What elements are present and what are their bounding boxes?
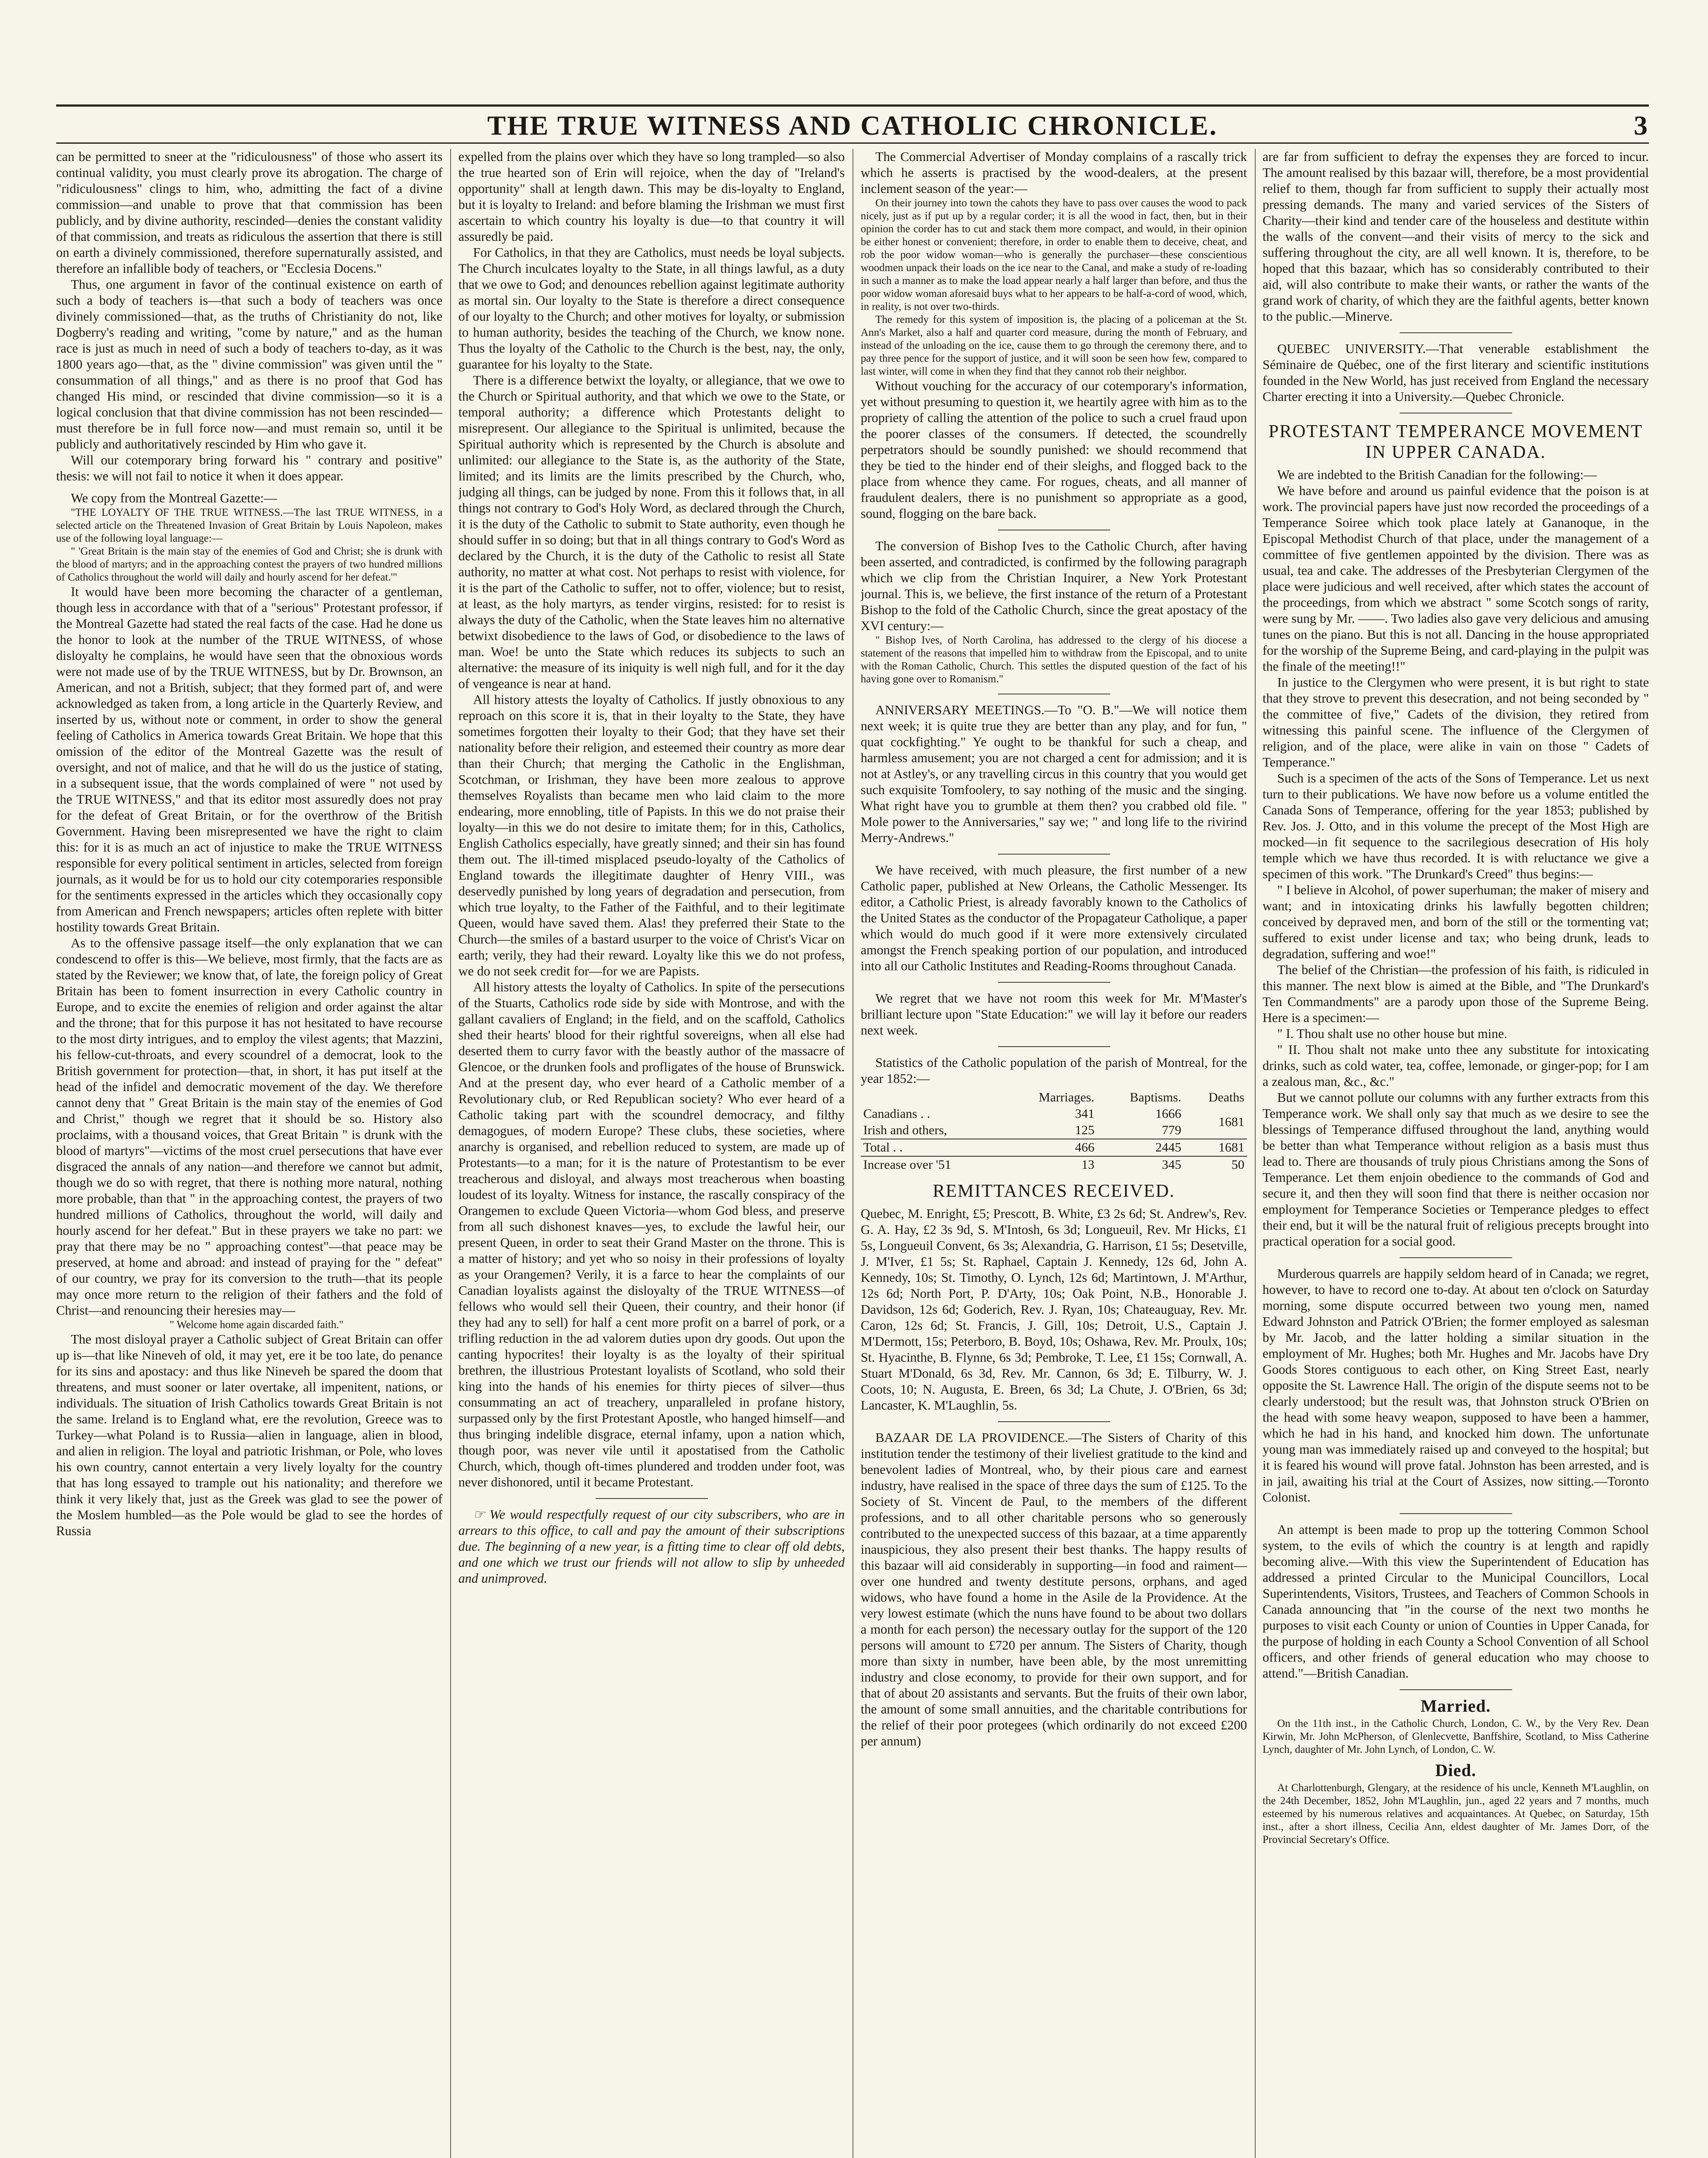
paragraph: The conversion of Bishop Ives to the Catholic Church, after having been asserted, and contradicted, is confirmed by the following paragraph which we clip from the Christian Inquirer, a New York Protestant journal. This is, we believe, the first instance of the return of a Protestant Bishop to the fold of the Catholic Church, since the great apostacy of the XVI century:— — [861, 539, 1247, 633]
column-3 — [861, 149, 1247, 2158]
separator — [1400, 1689, 1512, 1690]
paragraph: An attempt is been made to prop up the tottering Common School system, to the evils of which the country is at length and rapidly becoming alive.—With this view the Superintendent of Education has addressed a printed Circular to the Municipal Councillors, Local Superintendents, Visitors, Trustees, and Teachers of Common Schools in Canada announcing that "in the course of the next two months he purposes to visit each County or union of Counties in Upper Canada, for the purpose of holding in each County a School Convention of all School officers, and other friends of general education who may choose to attend."—British Canadian. — [1263, 1522, 1649, 1681]
notice-paragraph: ☞ We would respectfully request of our city subscribers, who are in arrears to this office, to call and pay the amount of their subscriptions due. The beginning of a new year, is a fitting time to clear off old debts, and one which we trust our friends will not allow to slip by unheeded and unimproved. — [458, 1507, 845, 1586]
paragraph: Such is a specimen of the acts of the Sons of Temperance. Let us next turn to their publications. We have now before us a volume entitled the Canada Sons of Temperance, offering for the year 1853; published by Rev. Jos. J. Otto, and in this volume the precept of the Most High are mocked—in fit sequence to the sacrilegious desecration of His holy temple which we have thus recorded. It is with reluctance we give a specimen of this work. "The Drunkard's Creed" thus begins:— — [1263, 771, 1649, 881]
paragraph: Statistics of the Catholic population of the parish of Montreal, for the year 1852:— — [861, 1055, 1247, 1086]
section-heading: Died. — [1435, 1760, 1476, 1780]
masthead-rule-bottom — [56, 142, 1649, 144]
table-row — [861, 1106, 1247, 1122]
column-1 — [56, 149, 442, 2158]
paragraph: The most disloyal prayer a Catholic subject of Great Britain can offer up is—that like Nineveh of old, it may yet, ere it be too late, do penance for its sins and apostacy: and thus like Nineveh be spared the doom that threatens, and must sooner or later overtake, all impenitent, nations, or individuals. The situation of Irish Catholics towards Great Britain is not the same. Ireland is to England what, ere the revolution, Greece was to Turkey—what Poland is to Russia—alien in language, alien in blood, and alien in religion. The loyal and patriotic Irishman, or Pole, who loves his own country, cannot entertain a very lively loyalty for the country that has long essayed to trample out his nationality; and therefore we think it very likely that, just as the Greek was glad to see the power of the Moslem humbled—as the Pole would be glad to see the hordes of Russia — [56, 1332, 442, 1538]
section-heading: Married. — [1421, 1696, 1491, 1716]
quoted-paragraph: On their journey into town the cahots they have to pass over causes the wood to pack nicely, just as if put up by a regular corder; it is all the wood in fact, then, but in their opinion the corder has to cut and stack them more compact, and would, in their opinion be either honest or convenient; therefore, in order to enable them to deceive, cheat, and rob the poor widow woman—who is generally the purchaser—these conscientious woodmen unpack their loads on the ice near to the Canal, and make a study of re-loading in such a manner as to make the load appear nearly a half larger than before, and thus the poor widow woman aforesaid buys what to her appears to be half-a-cord of wood, which, in reality, is not over two-thirds. — [861, 197, 1247, 312]
masthead-rule-top — [56, 104, 1649, 107]
quoted-paragraph: " 'Great Britain is the main stay of the enemies of God and Christ; she is drunk with the blood of martyrs; and in the approaching contest the prayers of two hundred millions of Catholics throughout the world will daily and hourly ascend for her defeat.'" — [56, 546, 442, 583]
paragraph: " I believe in Alcohol, of power superhuman; the maker of misery and want; and in intoxicating drinks his lawfully begotten children; conceived by depraved men, and born of the still or the tormenting vat; suffered to exist under license and tax; who being drunk, leads to degradation, suffering and woe!" — [1263, 883, 1649, 961]
paragraph: There is a difference betwixt the loyalty, or allegiance, that we owe to the Church or Spiritual authority, and that which we owe to the State, or temporal authority; a difference which Protestants delight to misrepresent. Our allegiance to the Spiritual is unlimited, because the Spiritual authority which is represented by the Church is absolute and unlimited: our allegiance to the State is, as the authority of the State, limited; and its limits are the limits prescribed by the Church, who, judging all things, can be judged by none. From this it follows that, in all things not contrary to God's Holy Word, as declared through the Church, it is the duty of the Catholic to submit to State authority, even though he should suffer in so doing; but that in all things contrary to God's Word as declared by the Church, it is the duty of the Catholic to resist all State authority, no matter at what cost. Not perhaps to resist with violence, for it is the part of the Catholic to suffer, not to offer, violence; but to resist, at least, as the holy martyrs, as tender virgins, resisted: for to resist is always the duty of the Catholic, when the State leaves him no alternative betwixt disobedience to the laws of God, or disobedience to the laws of man. Woe! be unto the State which reduces its subjects to such an alternative: the measure of its iniquity is well nigh full, and for it the day of vengeance is near at hand. — [458, 373, 845, 691]
table-header: Marriages. — [1039, 1090, 1095, 1104]
paragraph: Without vouching for the accuracy of our cotemporary's information, yet without presuming to question it, we heartily agree with him as to the propriety of calling the attention of the police to such a cruel fraud upon the poorer classes of the consumers. If detected, the scoundrelly perpetrators should be soundly punished: we should recommend that they be tied to the hinder end of their sleighs, and flogged back to the place from whence they came. For rogues, cheats, and all manner of fraudulent dealers, there is no punishment so appropriate as a good, sound, flogging on the bare back. — [861, 379, 1247, 521]
paragraph: " II. Thou shalt not make unto thee any substitute for intoxicating drinks, such as cold water, tea, coffee, lemonade, or ginger-pop; for I am a zealous man, &c., &c." — [1263, 1042, 1649, 1089]
column-2 — [458, 149, 845, 2158]
table-header: Deaths — [1208, 1090, 1244, 1104]
separator — [998, 854, 1110, 855]
table-row — [861, 1156, 1247, 1173]
paragraph: As to the offensive passage itself—the only explanation that we can condescend to offer is this—We believe, most firmly, that the facts are as stated by the Reviewer; we know that, of late, the foreign policy of Great Britain has been to foment insurrection in every Catholic country in Europe, and to excite the enemies of religion and order against the altar and the throne; that for this purpose it has not hesitated to have recourse to the most dirty intrigues, and to employ the vilest agents; that Mazzini, his fellow-cut-throats, and every scoundrel of a democrat, look to the British government for protection—that, in short, it has put itself at the head of the infidel and democratic movement of the day. We therefore cannot deny that " Great Britain is the main stay of the enemies of God and Christ," though we regret that it should be so. History also proclaims, with a thousand voices, that Great Britain " is drunk with the blood of martyrs"—victims of the most cruel persecutions that have ever disgraced the annals of any nation—and therefore we cannot but admit, though we do so with regret, that there is nothing more natural, nothing more probable, than that " in the approaching contest, the prayers of two hundred millions of Catholics, throughout the world, will daily and hourly ascend for her defeat." But in these prayers we take no part: we pray that there may be no " approaching contest"—that peace may be preserved, at home and abroad: and instead of praying for the " defeat" of our country, we pray for its conversion to the truth—that its people may once more return to the religion of their fathers and the fold of Christ—and renouncing their heresies may— — [56, 936, 442, 1318]
column-divider — [852, 149, 853, 2158]
notice-paragraph: At Charlottenburgh, Glengary, at the residence of his uncle, Kenneth M'Laughlin, on the 24th December, 1852, John M'Laughlin, jun., aged 22 years and 7 months, much esteemed by his numerous relatives and acquaintances. At Quebec, on Saturday, 15th inst., after a short illness, Cecilia Ann, eldest daughter of Mr. James Dorr, of the Provincial Secretary's Office. — [1263, 1782, 1649, 1846]
paragraph: Murderous quarrels are happily seldom heard of in Canada; we regret, however, to have to record one to-day. At about ten o'clock on Saturday morning, some dispute occurred between two young men, named Edward Johnston and Patrick O'Brien; the former employed as salesman by Mr. Jacob, and the latter holding a similar situation in the employment of Mr. Hughes; both Mr. Hughes and Mr. Jacobs have Dry Goods Stores contiguous to each other, on King Street East, nearly opposite the St. Lawrence Hall. The origin of the dispute seems not to be clearly understood; but the result was, that Johnston struck O'Brien on the head with some heavy weapon, supposed to have been a hammer, which he had in his hand, and knocked him down. The unfortunate young man was immediately raised up and conveyed to the hospital; but it is feared his wound will prove fatal. Johnston has been arrested, and is in jail, awaiting his trial at the Court of Assizes, now sitting.—Toronto Colonist. — [1263, 1266, 1649, 1505]
column-divider — [450, 149, 451, 2158]
section-heading: REMITTANCES RECEIVED. — [932, 1181, 1175, 1201]
table-cell: 1681 — [1219, 1115, 1244, 1129]
paragraph: We have before and around us painful evidence that the poison is at work. The provincial papers have just now recorded the proceedings of a Temperance Soiree which took place lately at Gananoque, in the Episcopal Methodist Church of that place, under the management of a committee of five gentlemen appointed by the division. There was as usual, tea and cake. The addresses of the Presbyterian Clergymen of the place were judicious and well received, after which states the account of the proceedings, from which we abstract " some Scotch songs of rarity, were sung by Mr. ——. Two ladies also gave very delicious and amusing tunes on the piano. But this is not all. Dancing in the house appropriated for the worship of the Supreme Being, and card-playing in the pulpit was the finale of the meeting!!" — [1263, 483, 1649, 674]
table-cell: Increase over '51 — [861, 1156, 1004, 1173]
table-cell: Canadians . . — [863, 1107, 930, 1121]
paragraph: ANNIVERSARY MEETINGS.—To "O. B."—We will notice them next week; it is quite true they are better than any play, and for fun, " quat cockfighting." Ye ought to be thankful for such a cheap, and harmless amusement; you are not charged a cent for admission; and it is not at Astley's, or any travelling circus in this country that you would get such exquisite Tomfoolery, to say nothing of the music and the singing. What right have you to grumble at them then? you crabbed old file. " Mole power to the Anniversaries," say we; " and long life to the rivirind Merry-Andrews." — [861, 703, 1247, 845]
paragraph: It would have been more becoming the character of a gentleman, though less in accordance with that of a "serious" Protestant professor, if the Montreal Gazette had stated the real facts of the case. Had he done us the honor to look at the number of the TRUE WITNESS, of whose disloyalty he complains, he would have seen that the obnoxious words were not made use of by the TRUE WITNESS, but by Dr. Brownson, an American, and not a British, subject; that they formed part of, and were acknowledged as taken from, a long article in the Quarterly Review, and inserted by us, without note or comment, in order to show the general feeling of Catholics in America towards Great Britain. We hope that this omission of the editor of the Montreal Gazette was the result of oversight, and not of malice, and that he will do us the justice of stating, in a subsequent issue, that the words complained of were " not used by the TRUE WITNESS," and that its editor most assuredly does not pray for the defeat of Great Britain, or for the overthrow of the British Government. Having been misrepresented we have the right to claim this: for it is as much an act of injustice to make the TRUE WITNESS responsible for every political sentiment in articles, selected from foreign journals, as it would be for us to hold our city cotemporaries responsible for the sentiments expressed in the articles which they occasionally copy from American and French newspapers; articles often replete with bitter hostility towards Great Britain. — [56, 584, 442, 934]
paragraph: Thus, one argument in favor of the continual existence on earth of such a body of teachers is—that such a body of teachers was once divinely commissioned—that, as the truths of Christianity do not, like Dogberry's reading and writing, "come by nature," and as the human race is just as much in need of such a body of teachers to-day, as it was 1800 years ago—that, as the " divine commission" was given until the " consummation of all things," and as there is no proof that God has changed His mind, or rescinded that divine commission—so it is a logical conclusion that that divine commission has not been rescinded—must therefore be in full force now—and must remain so, until it be publicly and authoritatively rescinded by Him who gave it. — [56, 277, 442, 451]
quoted-line: " Welcome home again discarded faith." — [170, 1319, 344, 1331]
paragraph: But we cannot pollute our columns with any further extracts from this Temperance work. We shall only say that much as we desire to see the blessings of Temperance diffused throughout the land, anything would be better than what Temperance without religion as a basis must thus lead to. There are thousands of truly pious Christians among the Sons of Temperance. Let them enjoin obedience to the commands of God and secure it, and then they will soon find that there is neither occasion nor employment for Temperance Societies or Temperance pledges to effect their end, but it will be the natural fruit of religious precepts brought into practical operation for a social good. — [1263, 1090, 1649, 1249]
paragraph: All history attests the loyalty of Catholics. In spite of the persecutions of the Stuarts, Catholics rode side by side with Montrose, and with the gallant cavaliers of England; in the field, and on the scaffold, Catholics shed their hearts' blood for their rightful sovereigns, when all else had deserted them to curry favor with the beastly author of the massacre of Glencoe, or the drunken fools and profligates of the house of Brunswick. And at the present day, who ever heard of a Catholic member of a Revolutionary club, or Red Republican society? Who ever heard of a Catholic taking part with the scoundrel democracy, and filthy demagogues, of modern Europe? These clubs, these societies, where anarchy is organised, and rebellion reduced to system, are made up of Protestants—to a man; for it is the nature of Protestantism to be ever treacherous and disloyal, and always most treacherous when boasting loudest of its loyalty. Witness for instance, the rascally conspiracy of the Orangemen to exclude Queen Victoria—whom God bless, and preserve from all such dishonest knaves—yes, to exclude the lawful heir, our present Queen, in order to seat their Grand Master on the throne. This is a matter of history; and yet who so noisy in their professions of loyalty as your Orangemen? Verily, it is a farce to hear the complaints of our Canadian loyalists against the disloyalty of the TRUE WITNESS—of fellows who would sell their Queen, their country, and their honor (if they had any to sell) for half a cent more profit on a barrel of pork, or a trifling reduction in the ad valorem duties upon dry goods. Out upon the canting hypocrites! their loyalty is as the loyalty of their spiritual brethren, the illustrious Protestant loyalists of Scotland, who sold their king into the hands of his enemies for thirty pieces of silver—thus consummating an act of treachery, unparalleled in profane history, surpassed only by the first Protestant Apostle, who hanged himself—and thus bringing indelible disgrace, eternal infamy, upon a nation which, though poor, was never vile until it apostatised from the Catholic Church, which, though oft-times plundered and trodden under foot, was never dishonored, until it became Protestant. — [458, 980, 845, 1489]
separator — [596, 1498, 708, 1499]
paragraph: For Catholics, in that they are Catholics, must needs be loyal subjects. The Church inculcates loyalty to the State, in all things lawful, as a duty that we owe to God; and denounces rebellion against legitimate authority as mortal sin. Our loyalty to the State is therefore a direct consequence of our loyalty to the Church; and other motives for loyalty, or submission to human authority, besides the teaching of the Church, we know none. Thus the loyalty of the Catholic to the Church is the best, nay, the only, guarantee for his loyalty to the State. — [458, 245, 845, 372]
table-cell: 1666 — [1155, 1107, 1181, 1121]
table-cell: 1681 — [1184, 1139, 1247, 1156]
paragraph: QUEBEC UNIVERSITY.—That venerable establishment the Séminaire de Québec, one of the first literary and scientific institutions founded in the New World, has just received from England the necessary Charter erecting it into a University.—Quebec Chronicle. — [1263, 341, 1649, 404]
table-cell: 341 — [1075, 1107, 1095, 1121]
paragraph: In justice to the Clergymen who were present, it is but right to state that they strove to prevent this desecration, and not being seconded by " the committee of five," Cadets of the division, they retired from witnessing this painful scene. The influence of the Clergymen of religion, and of the place, were alike in vain on those " Cadets of Temperance." — [1263, 675, 1649, 770]
paragraph: We are indebted to the British Canadian for the following:— — [1277, 467, 1597, 482]
quoted-paragraph: The remedy for this system of imposition is, the placing of a policeman at the St. Ann's Market, also a half and quarter cord measure, during the month of February, and instead of the unloading on the ice, cause them to go through the ceremony there, and to pay three pence for the support of justice, and it will soon be seen how few, compared to last winter, will come in when they find that they cannot rob their neighbor. — [861, 314, 1247, 377]
separator — [1400, 1513, 1512, 1514]
page-number: 3 — [1634, 110, 1648, 141]
separator — [998, 982, 1110, 983]
paragraph: " I. Thou shalt use no other house but mine. — [1277, 1026, 1507, 1041]
paragraph: BAZAAR DE LA PROVIDENCE.—The Sisters of Charity of this institution tender the testimony of their liveliest gratitude to the kind and benevolent ladies of Montreal, who, by their pious care and earnest industry, have realised in the space of three days the sum of £125. To the Society of St. Vincent de Paul, to the members of the different professions, and to all other charitable persons who so generously contributed to the unexpected success of this bazaar, at a time apparently inauspicious, they also present their best thanks. The happy results of this bazaar will aid considerably in supporting—in food and raiment—over one hundred and twenty destitute persons, orphans, and aged widows, who have found a home in the Asile de la Providence. At the very lowest estimate (which the nuns have found to be about two dollars a month for each person) the necessary outlay for the support of the 120 persons will amount to £720 per annum. The Sisters of Charity, though more than sixty in number, have been able, by the most unremitting industry and close economy, to provide for their own support, and for that of about 20 assistants and servants. But the fruits of their own labor, the amount of some small annuities, and the charitable contributions for the relief of their poor protegees (which ordinarily do not exceed £200 per annum) — [861, 1430, 1247, 1748]
quoted-paragraph: " Bishop Ives, of North Carolina, has addressed to the clergy of his diocese a statement of the reasons that impelled him to withdraw from the Episcopal, and to unite with the Roman Catholic, Church. This settles the disputed question of the fact of his having gone over to Romanism." — [861, 634, 1247, 685]
paragraph: We have received, with much pleasure, the first number of a new Catholic paper, published at New Orleans, the Catholic Messenger. Its editor, a Catholic Priest, is already favorably known to the Catholics of the United States as the conductor of the Propagateur Catholique, a paper which would do much good if it were more extensively circulated amongst the French speaking portion of our population, and introduced into all our Catholic Institutes and Reading-Rooms throughout Canada. — [861, 863, 1247, 973]
paragraph: The belief of the Christian—the profession of his faith, is ridiculed in this manner. The next blow is aimed at the Bible, and "The Drunkard's Ten Commandments" are a parody upon those of the Supreme Being. Here is a specimen:— — [1263, 962, 1649, 1025]
paragraph: are far from sufficient to defray the expenses they are forced to incur. The amount realised by this bazaar will, therefore, be a most providential relief to them, though far from sufficient to supply their actually most pressing demands. The many and varied services of the Sisters of Charity—their kind and tender care of the houseless and destitute within the walls of the convent—and their visits of mercy to the sick and suffering throughout the city, are all well known. It is, therefore, to be hoped that this bazaar, which has so considerably contributed to their aid, will also contribute to make their wants, or rather the wants of the grand work of charity, of which they are the faithful agents, better known to the public.—Minerve. — [1263, 149, 1649, 324]
statistics-table — [861, 1089, 1247, 1173]
table-header — [861, 1089, 1004, 1106]
table-cell: 345 — [1097, 1156, 1184, 1173]
separator — [1400, 332, 1512, 333]
paragraph: Will our cotemporary bring forward his " contrary and positive" thesis: we will not fail to notice it when it does appear. — [56, 453, 442, 483]
columns — [56, 149, 1649, 2158]
separator — [1400, 1257, 1512, 1258]
paragraph: can be permitted to sneer at the "ridiculousness" of those who assert its continual validity, you must clearly prove its abrogation. The charge of "ridiculousness" clings to him, who, admitting the fact of a divine commission—and unable to prove that that commission has been publicly, and by divine authority, rescinded—denies the constant validity of that commission, and treats as ridiculous the assertion that there is still on earth a divinely commissioned, therefore supernaturally assisted, and therefore an infallible body of teachers, or "Ecclesia Docens." — [56, 149, 442, 276]
quoted-paragraph: "THE LOYALTY OF THE TRUE WITNESS.—The last TRUE WITNESS, in a selected article on the Threatened Invasion of Great Britain by Louis Napoleon, makes use of the following loyal language:— — [56, 507, 442, 544]
table-cell: 2445 — [1097, 1139, 1184, 1156]
table-header: Baptisms. — [1130, 1090, 1181, 1104]
table-cell: 50 — [1184, 1156, 1247, 1173]
paragraph: expelled from the plains over which they have so long trampled—so also the true hearted son of Erin will rejoice, when the day of "Ireland's opportunity" shall at length dawn. This may be dis-loyalty to England, but it is loyalty to Ireland: and before blaming the Irishman we must first ascertain to which country his loyalty is due—to that country it will assuredly be paid. — [458, 149, 845, 244]
separator — [998, 1046, 1110, 1047]
notice-paragraph: On the 11th inst., in the Catholic Church, London, C. W., by the Very Rev. Dean Kirwin, Mr. John McPherson, of Glenlecvette, Banffshire, Scotland, to Miss Catherine Lynch, daughter of Mr. John Lynch, of London, C. W. — [1263, 1718, 1649, 1755]
paragraph: The Commercial Advertiser of Monday complains of a rascally trick which he asserts is practised by the wood-dealers, at the present inclement season of the year:— — [861, 149, 1247, 196]
paragraph: All history attests the loyalty of Catholics. If justly obnoxious to any reproach on this score it is, that in their loyalty to the State, they have sometimes forgotten their loyalty to their God; that they have set their nationality before their religion, and esteemed their country as more dear than their Church; that merging the Catholic in the Englishman, Scotchman, or Irishman, they have been more zealous to approve themselves Royalists than became men who laid claim to the more endearing, more ennobling, title of Papists. In this we do not praise their loyalty—in this we do not desire to imitate them; for in this, Catholics, English Catholics especially, have greatly sinned; and their sin has found them out. The ill-timed misplaced pseudo-loyalty of the Catholics of England towards the illegitimate daughter of Henry VIII., was deservedly punished by long years of degradation and persecution, from which true loyalty, to the Father of the Faithful, and to their legitimate Queen, would have saved them. Alas! they preferred their State to the Church—the smiles of a bastard usurper to the voice of Christ's Vicar on earth; verily, they had their reward. Loyalty like this we do not profess, we do not seek credit for—for we are Papists. — [458, 692, 845, 978]
table-cell: Irish and others, — [863, 1123, 947, 1137]
table-cell: 779 — [1162, 1123, 1181, 1137]
paragraph: Quebec, M. Enright, £5; Prescott, B. White, £3 2s 6d; St. Andrew's, Rev. G. A. Hay, £2 3s 9d, S. M'Intosh, 6s 3d; Longueuil, Rev. Mr Hicks, £1 5s, Longueuil Convent, 6s 3s; Alexandria, G. Harrison, £1 5s; Desetville, J. M'Iver, £1 5s; St. Raphael, Captain J. Kennedy, 12s 6d, John A. Kennedy, 10s; St. Timothy, O. Lynch, 12s 6d; Martintown, J. M'Arthur, 12s 6d; North Port, P. D'Arty, 10s; Oak Point, N.B., Honorable J. Davidson, 12s 6d; Goderich, Rev. J. Ryan, 10s; Chateauguay, Rev. Mr. Caron, 12s 6d; St. Francis, J. Gill, 10s; Detroit, U.S., Captain J. M'Dermott, 15s; Peterboro, B. Boyd, 10s; Oshawa, Rev. Mr. Proulx, 10s; St. Hyacinthe, B. Flynne, 6s 3d; Pembroke, T. Lee, £1 15s; Cornwall, A. Stuart M'Donald, 6s 3d, Rev. Mr. Cannon, 6s 3d; E. Tilburry, W. J. Coots, 10; N. Augusta, E. Breen, 6s 3d; La Chute, J. O'Brien, 6s 3d; Lancaster, K. M'Laughlin, 5s. — [861, 1206, 1247, 1413]
table-cell: 466 — [1004, 1139, 1097, 1156]
column-divider — [1255, 149, 1256, 2158]
table-cell: Total . . — [861, 1139, 1004, 1156]
table-cell: 13 — [1004, 1156, 1097, 1173]
column-4 — [1263, 149, 1649, 2158]
table-cell: 125 — [1075, 1123, 1095, 1137]
separator — [998, 1421, 1110, 1422]
paragraph: We regret that we have not room this week for Mr. M'Master's brilliant lecture upon "State Education:" we will lay it before our readers next week. — [861, 991, 1247, 1038]
section-heading: PROTESTANT TEMPERANCE MOVEMENT IN UPPER CANADA. — [1268, 422, 1643, 462]
table-row — [861, 1139, 1247, 1156]
paragraph: We copy from the Montreal Gazette:— — [71, 491, 277, 505]
masthead-title: THE TRUE WITNESS AND CATHOLIC CHRONICLE. — [487, 110, 1218, 141]
